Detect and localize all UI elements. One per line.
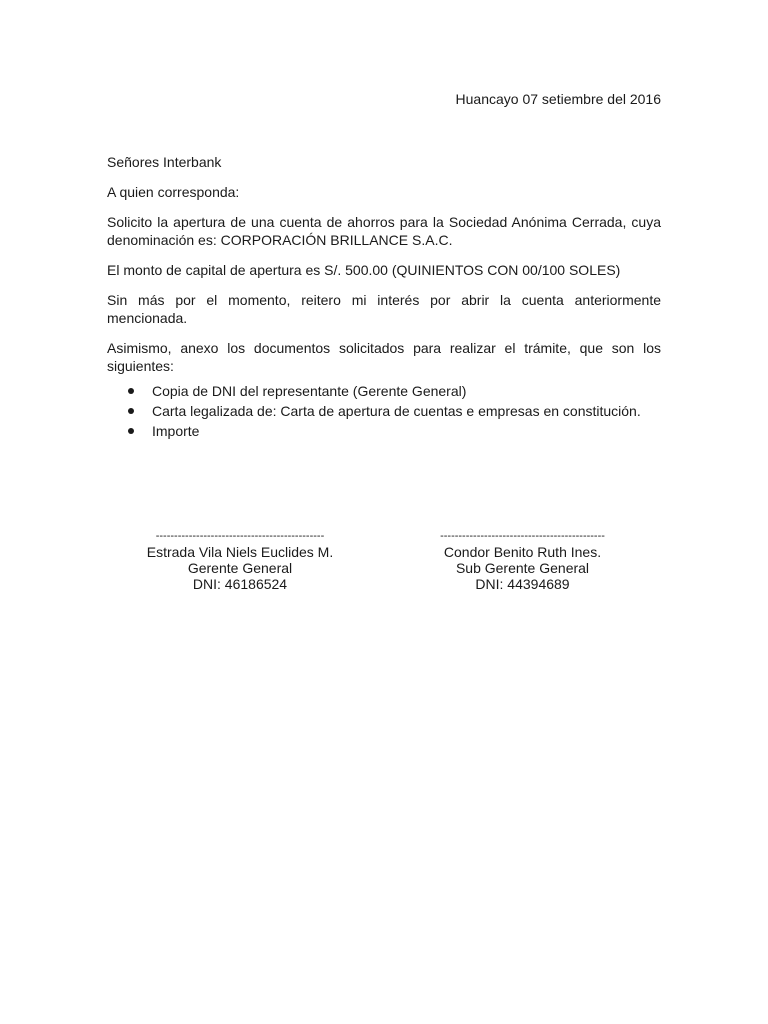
salutation: A quien corresponda: xyxy=(107,184,240,200)
list-item xyxy=(107,401,661,421)
recipient: Señores Interbank xyxy=(107,154,222,170)
document-item-label: Importe xyxy=(152,423,200,439)
signature-block-sub-manager xyxy=(420,528,625,592)
signer-dni: DNI: 46186524 xyxy=(192,576,288,592)
document-item-label: Carta legalizada de: Carta de apertura de cuentas e empresas en constitución. xyxy=(152,403,641,419)
signer-dni: DNI: 44394689 xyxy=(475,576,570,592)
signer-role: Sub Gerente General xyxy=(455,560,590,576)
signer-role: Gerente General xyxy=(187,560,293,576)
paragraph-amount: El monto de capital de apertura es S/. 500.00 (QUINIENTOS CON 00/100 SOLES) xyxy=(107,262,621,278)
signer-name: Estrada Vila Niels Euclides M. xyxy=(146,544,334,560)
letter-body xyxy=(107,153,661,441)
document-item-label: Copia de DNI del representante (Gerente General) xyxy=(152,383,467,399)
letter-date: Huancayo 07 setiembre del 2016 xyxy=(455,91,661,107)
paragraph-closing: Sin más por el momento, reitero mi interés por abrir la cuenta anteriormente mencionada. xyxy=(107,292,661,326)
bullet-icon xyxy=(128,408,134,414)
paragraph-attachments: Asimismo, anexo los documentos solicitados para realizar el trámite, que son los siguientes: xyxy=(107,340,661,374)
signature-block-manager xyxy=(140,528,340,592)
paragraph-request: Solicito la apertura de una cuenta de ahorros para la Sociedad Anónima Cerrada, cuya denominación es: CORPORACIÓN BRILLANCE S.A.C. xyxy=(107,214,661,248)
signer-name: Condor Benito Ruth Ines. xyxy=(443,544,602,560)
signature-line: ---------------------------------------------- xyxy=(155,530,325,542)
bullet-icon xyxy=(128,428,134,434)
bullet-icon xyxy=(128,388,134,394)
list-item xyxy=(107,421,661,441)
list-item xyxy=(107,381,661,401)
documents-list xyxy=(107,381,661,441)
signature-line: --------------------------------------------- xyxy=(440,530,605,542)
